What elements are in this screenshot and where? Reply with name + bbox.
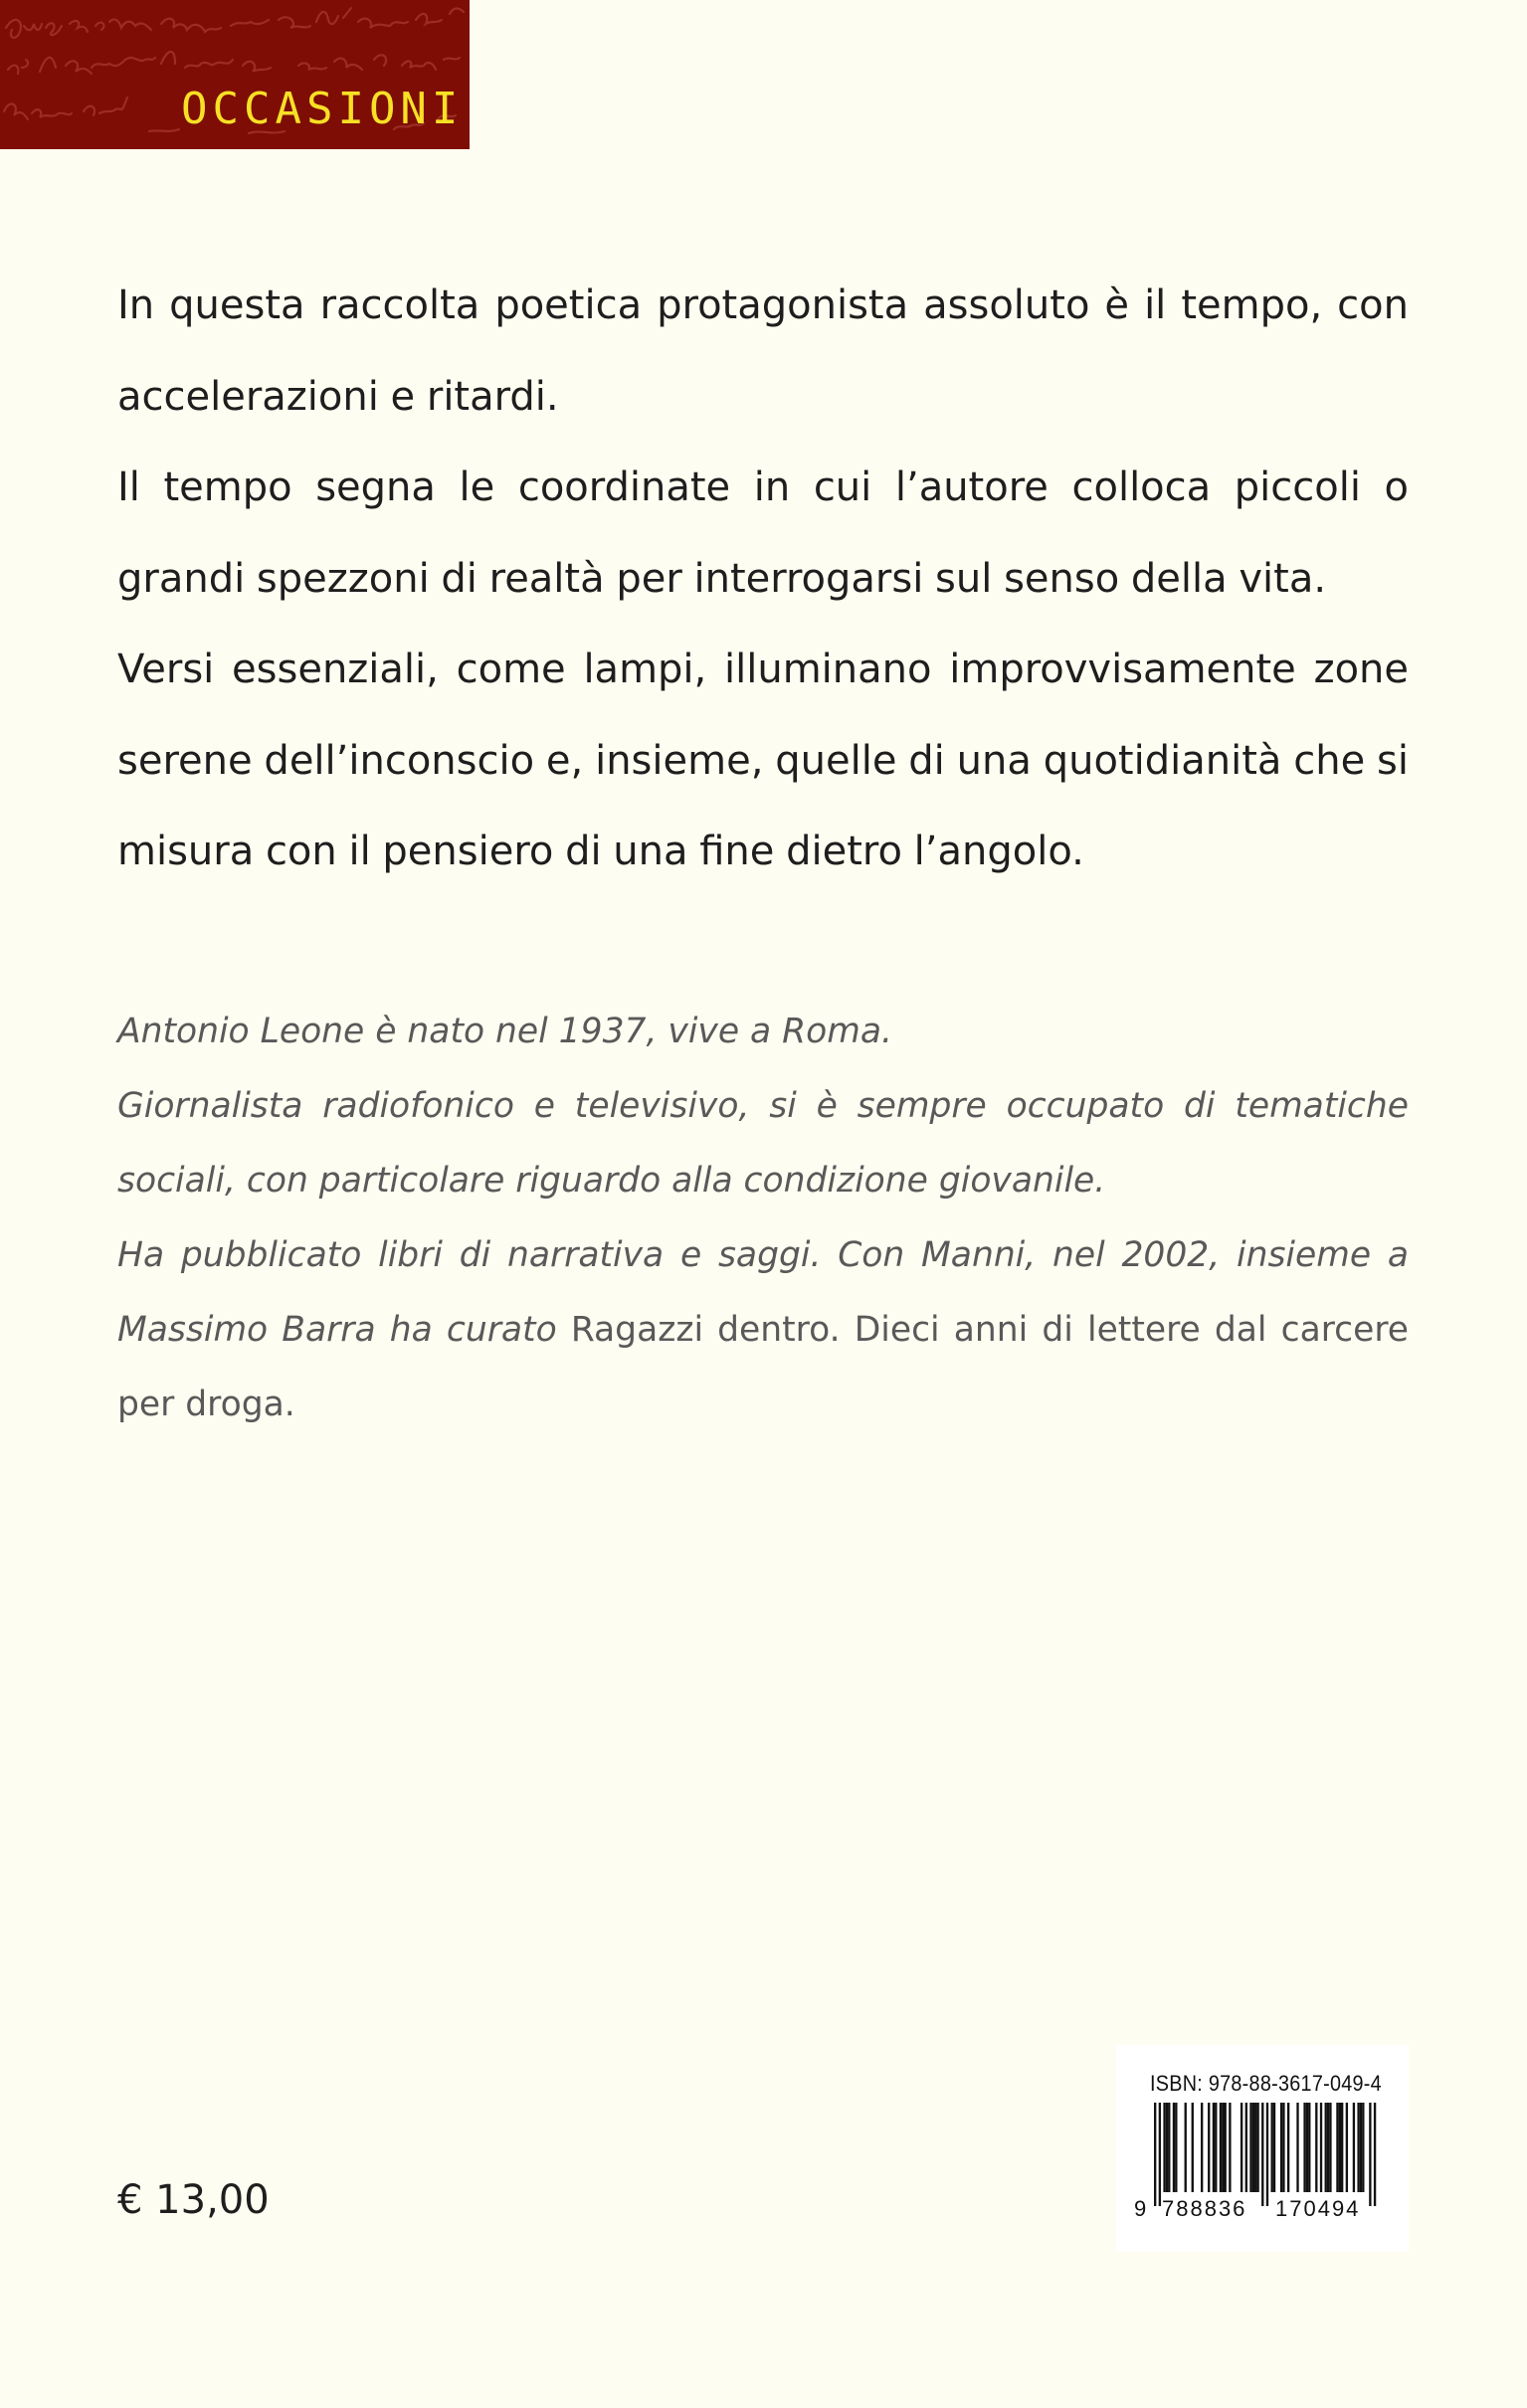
barcode-bar — [1256, 2103, 1258, 2192]
barcode-bar — [1229, 2103, 1231, 2192]
isbn-barcode — [1116, 2045, 1409, 2252]
barcode-bar — [1360, 2103, 1362, 2192]
barcode-bar — [1252, 2103, 1254, 2192]
barcode-bar — [1327, 2103, 1329, 2192]
barcode-bar — [1325, 2103, 1327, 2192]
barcode-bar — [1154, 2103, 1156, 2206]
blurb-paragraph: In questa raccolta poetica protagonista assoluto è il tempo, con accelerazioni e ritardi. — [117, 282, 1409, 420]
barcode-bar — [1296, 2103, 1298, 2192]
barcode-bar — [1222, 2103, 1224, 2192]
series-name: OCCASIONI — [181, 84, 464, 134]
bio-line: Giornalista radiofonico e televisivo, si è sempre occupato di tematiche sociali, con particolare riguardo alla condizione giovanile. — [117, 1086, 1409, 1201]
bio-text: Ha pubblicato libri di narrativa e saggi. Con Manni, nel 2002, insieme a Massimo Barra ha curato — [117, 1235, 1409, 1350]
barcode-bar — [1374, 2103, 1376, 2206]
barcode-bar — [1341, 2103, 1343, 2192]
barcode-bar — [1315, 2103, 1317, 2192]
blurb-paragraph: Versi essenziali, come lampi, illuminano improvvisamente zone serene dell’inconscio e, insieme, quelle di una quotidianità che si misura con il pensiero di una fine dietro l’angolo. — [117, 647, 1409, 874]
barcode-bar — [1225, 2103, 1227, 2192]
price: € 13,00 — [117, 2177, 270, 2223]
barcode-bar — [1173, 2103, 1175, 2192]
barcode-bar — [1208, 2103, 1210, 2192]
barcode-bar — [1168, 2103, 1170, 2192]
barcode-bar — [1185, 2103, 1187, 2192]
barcode-bar — [1357, 2103, 1359, 2192]
barcode-bar — [1320, 2103, 1322, 2192]
author-bio — [117, 995, 1409, 1442]
blurb-paragraph: Il tempo segna le coordinate in cui l’autore colloca piccoli o grandi spezzoni di realtà per interrogarsi sul senso della vita. — [117, 464, 1409, 602]
back-cover-blurb — [117, 261, 1409, 898]
barcode-bar — [1280, 2103, 1282, 2192]
barcode-bar — [1353, 2103, 1355, 2192]
barcode-bar — [1159, 2103, 1161, 2206]
barcode-bar — [1166, 2103, 1168, 2192]
barcode-bar — [1266, 2103, 1268, 2206]
bio-line: Antonio Leone è nato nel 1937, vive a Roma. — [117, 1012, 892, 1051]
barcode-bar — [1261, 2103, 1263, 2206]
barcode-bar — [1245, 2103, 1247, 2192]
barcode-bar — [1282, 2103, 1284, 2192]
barcode-bar — [1306, 2103, 1308, 2192]
barcode-bar — [1215, 2103, 1217, 2192]
ean-left-group: 788836 — [1162, 2196, 1247, 2221]
barcode-bar — [1271, 2103, 1273, 2192]
barcode-bar — [1273, 2103, 1275, 2192]
barcode-bar — [1303, 2103, 1305, 2192]
barcode-bar — [1201, 2103, 1203, 2192]
barcode-bar — [1329, 2103, 1331, 2192]
series-banner — [0, 0, 470, 149]
bio-line — [117, 1218, 1409, 1442]
barcode-bar — [1308, 2103, 1310, 2192]
barcode-bar — [1369, 2103, 1371, 2206]
barcode-bar — [1220, 2103, 1222, 2192]
barcode-bar — [1241, 2103, 1242, 2192]
barcode-bar — [1287, 2103, 1289, 2192]
ean-right-group: 170494 — [1275, 2196, 1361, 2221]
ean-first-digit: 9 — [1134, 2196, 1147, 2221]
barcode-bar — [1346, 2103, 1348, 2192]
barcode-bar — [1249, 2103, 1251, 2192]
barcode-bar — [1175, 2103, 1177, 2192]
barcode-bar — [1339, 2103, 1341, 2192]
barcode-bar — [1254, 2103, 1256, 2192]
isbn-label: ISBN: 978-88-3617-049-4 — [1150, 2071, 1382, 2096]
barcode-bar — [1362, 2103, 1364, 2192]
barcode-bar — [1192, 2103, 1194, 2192]
barcode-bar — [1213, 2103, 1215, 2192]
book-title: Ragazzi dentro. Dieci anni di lettere dal carcere per droga. — [117, 1310, 1409, 1424]
barcode-bar — [1336, 2103, 1338, 2192]
barcode-bar — [1163, 2103, 1165, 2192]
